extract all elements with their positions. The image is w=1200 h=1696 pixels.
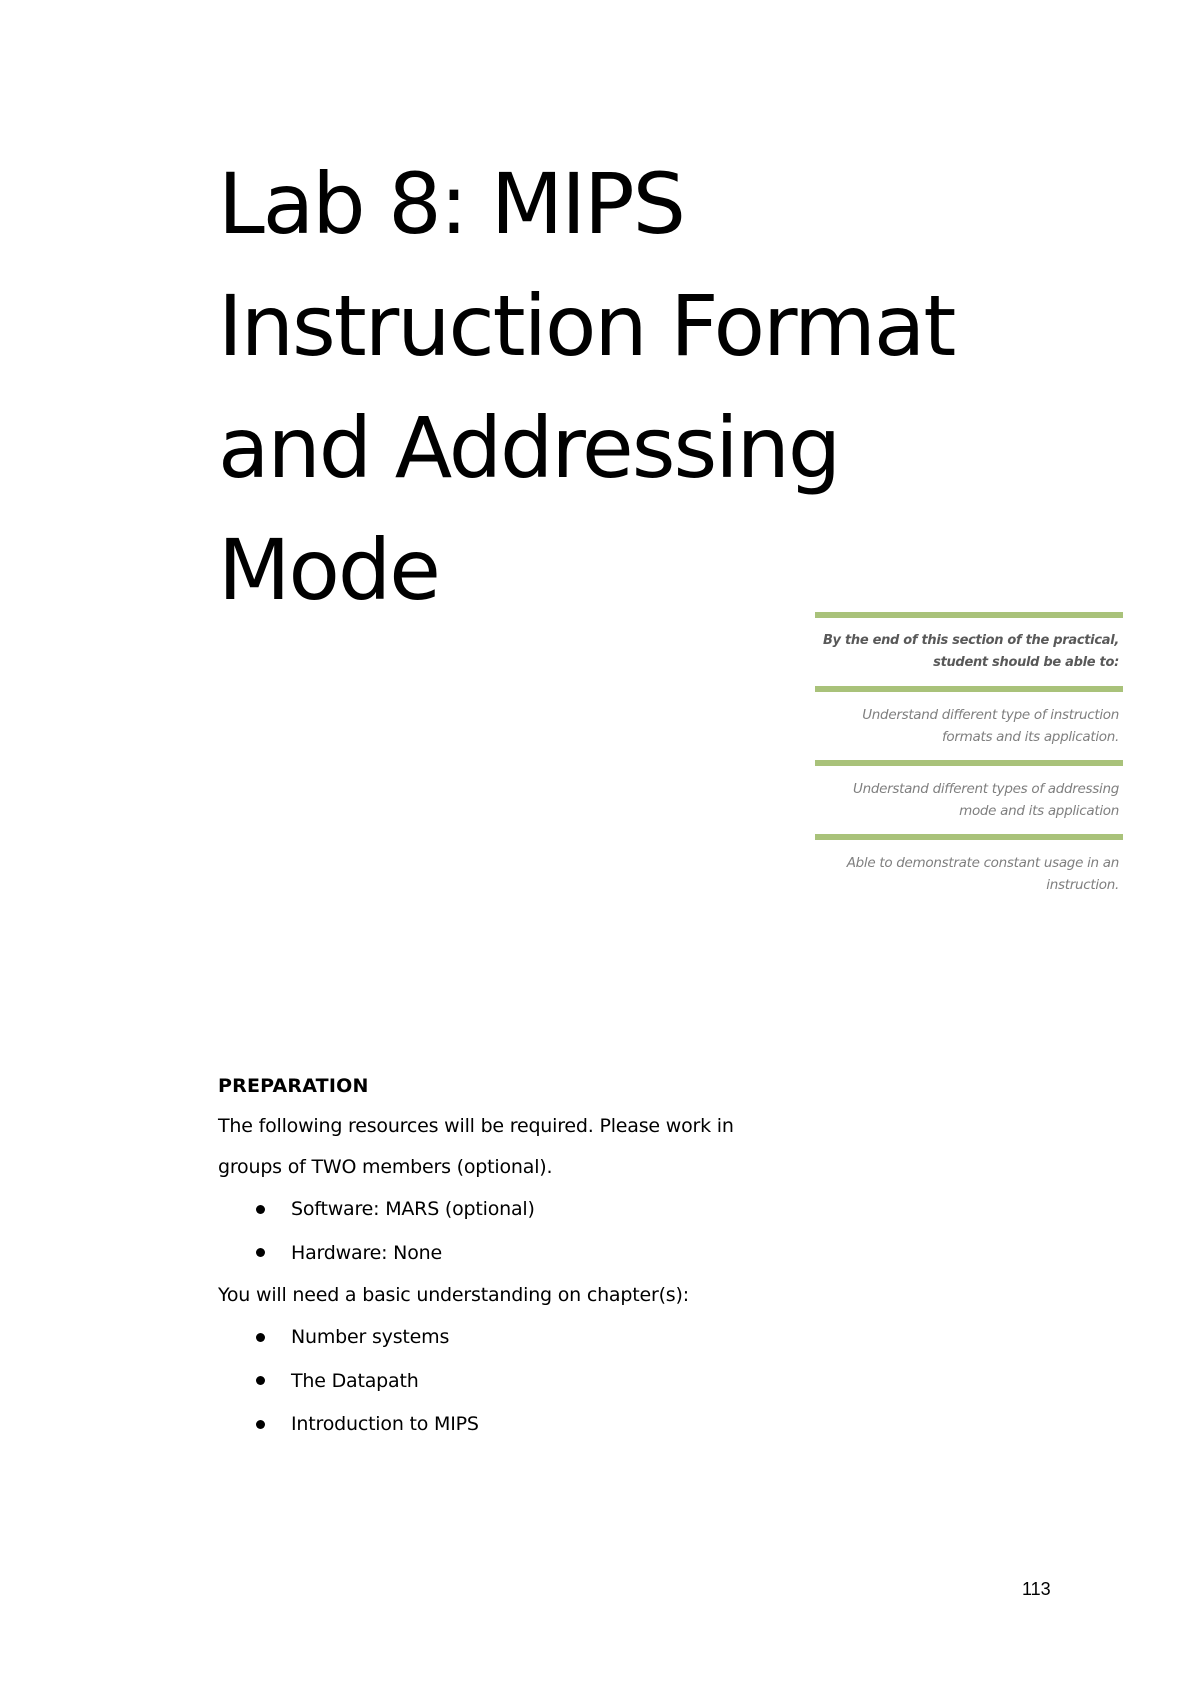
preparation-intro: The following resources will be required. Please work in groups of TWO members (optional).: [218, 1115, 734, 1178]
prerequisites-intro: You will need a basic understanding on chapter(s):: [218, 1284, 689, 1306]
objectives-header: By the end of this section of the practical, student should be able to:: [822, 633, 1119, 670]
chapters-list: [218, 1316, 778, 1447]
chapter-item: Number systems: [291, 1326, 450, 1348]
objective-item: Understand different types of addressing mode and its application: [852, 781, 1119, 819]
title-line: and Addressing: [218, 399, 840, 497]
title-line: Lab 8: MIPS: [218, 155, 684, 253]
bullet-icon: [256, 1376, 265, 1385]
bullet-icon: [256, 1333, 265, 1342]
resource-item: Software: MARS (optional): [291, 1198, 535, 1220]
bullet-icon: [256, 1420, 265, 1429]
list-item: [218, 1188, 778, 1232]
preparation-section: [218, 1071, 778, 1447]
title-line: Instruction Format: [218, 277, 955, 375]
objective-item: Able to demonstrate constant usage in an instruction.: [846, 855, 1119, 893]
page-number: 113: [1022, 1579, 1051, 1599]
resource-item: Hardware: None: [291, 1241, 442, 1264]
bullet-icon: [256, 1248, 265, 1257]
page-title: [218, 143, 1038, 631]
preparation-heading: PREPARATION: [218, 1075, 369, 1097]
list-item: [218, 1403, 778, 1447]
chapter-item: Introduction to MIPS: [291, 1413, 479, 1435]
chapter-item: The Datapath: [291, 1369, 419, 1392]
objective-item: Understand different type of instruction formats and its application.: [862, 707, 1119, 745]
list-item: [218, 1232, 778, 1276]
title-line: Mode: [218, 521, 439, 619]
bullet-icon: [256, 1205, 265, 1214]
list-item: [218, 1360, 778, 1404]
resources-list: [218, 1188, 778, 1275]
list-item: [218, 1316, 778, 1360]
learning-objectives-box: [815, 612, 1123, 908]
